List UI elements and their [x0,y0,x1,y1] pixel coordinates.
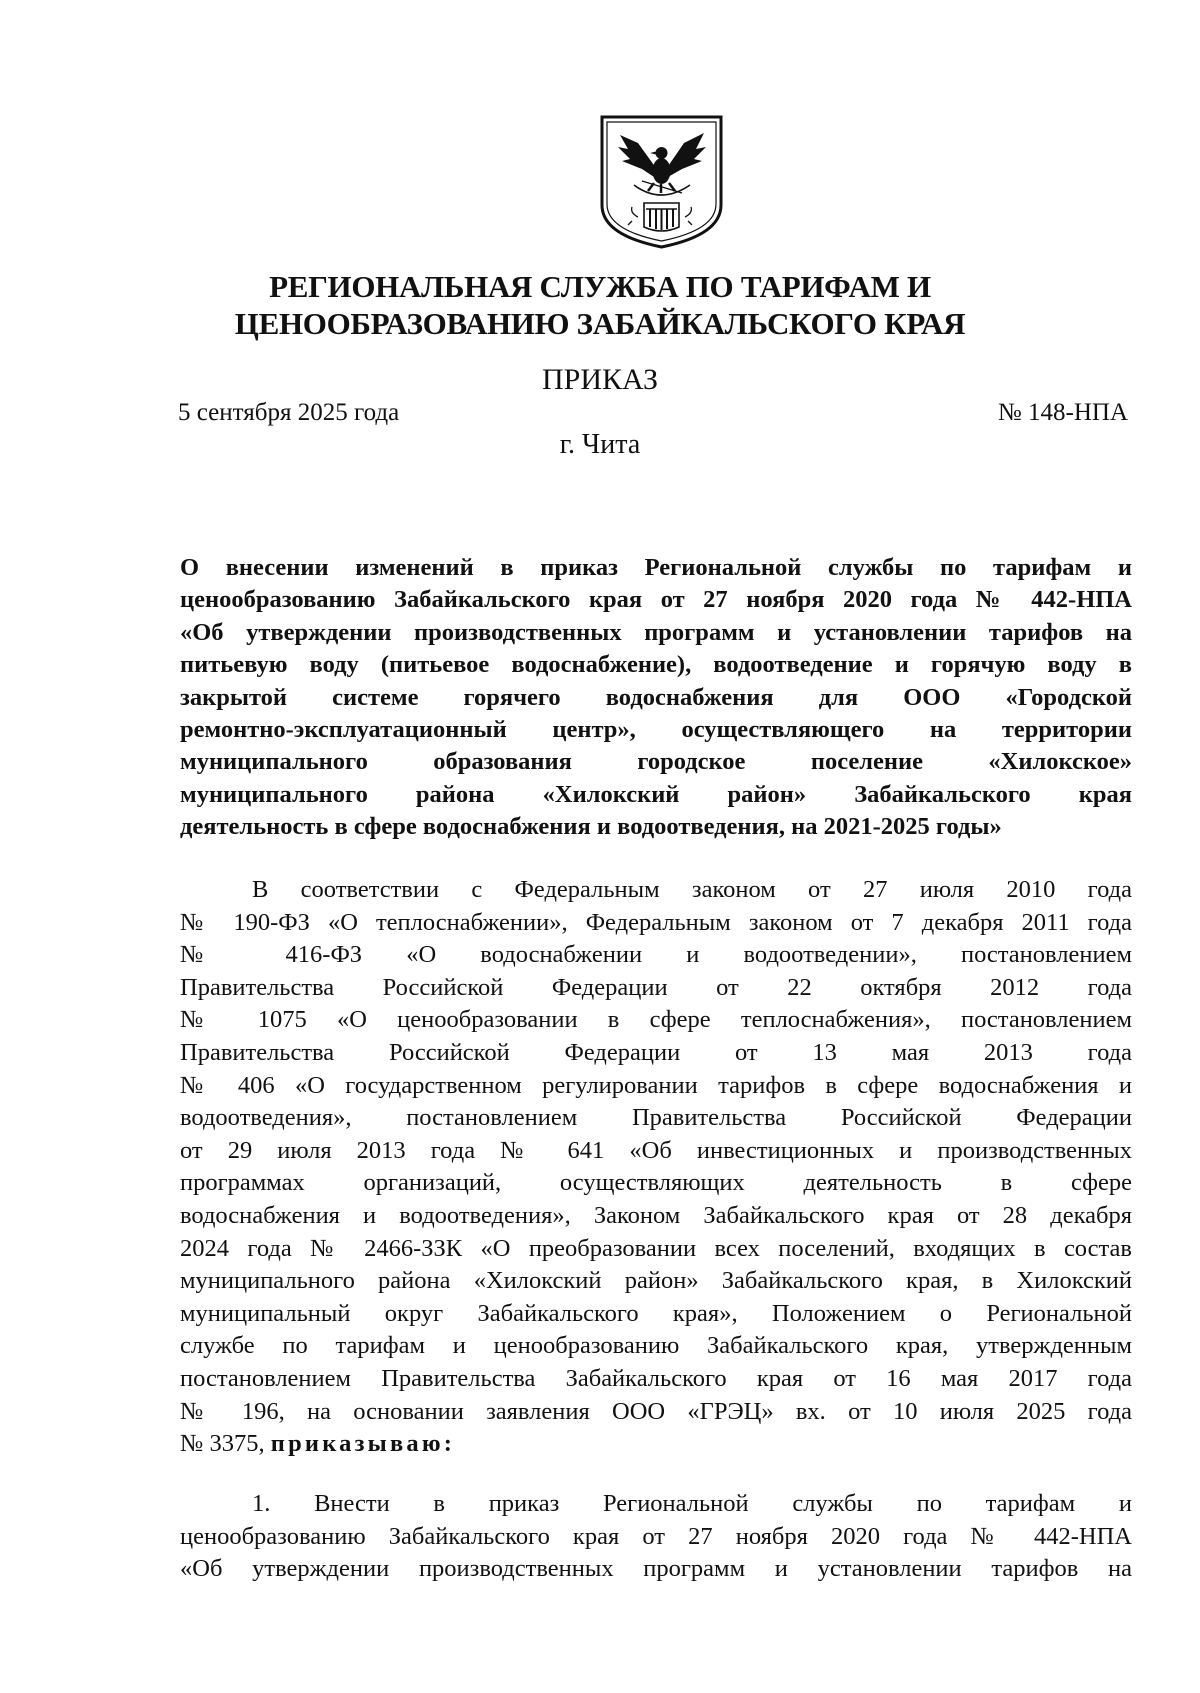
subject-line: ремонтно-эксплуатационный центр», осуществляющего на территории [180,716,1132,744]
preamble-line: № 196, на основании заявления ООО «ГРЭЦ» вх. от 10 июля 2025 года [180,1397,1132,1425]
preamble-line: муниципального района «Хилокский район» Забайкальского края, в Хилокский [180,1267,1132,1295]
order-command: приказываю: [270,1430,456,1458]
subject-line: деятельность в сфере водоснабжения и водоотведения, на 2021-2025 годы» [180,813,1002,841]
preamble-line: № 406 «О государственном регулировании тарифов в сфере водоснабжения и [180,1071,1132,1099]
clause-line: ценообразованию Забайкальского края от 27 ноября 2020 года № 442-НПА [180,1522,1132,1550]
preamble-final-prefix: № 3375, [180,1430,271,1458]
preamble-line: № 190-ФЗ «О теплоснабжении», Федеральным законом от 7 декабря 2011 года [180,908,1132,936]
clause-line: 1. Внести в приказ Региональной службы по тарифам и [252,1490,1132,1517]
preamble-line: Правительства Российской Федерации от 22 октября 2012 года [180,973,1132,1001]
preamble-line: В соответствии с Федеральным законом от 27 июля 2010 года [252,876,1132,903]
subject-line: питьевую воду (питьевое водоснабжение), водоотведение и горячую воду в [180,651,1132,679]
coat-of-arms-emblem [598,113,725,250]
subject-line: закрытой системе горячего водоснабжения для ООО «Городской [180,683,1132,711]
preamble-line: № 416-ФЗ «О водоснабжении и водоотведении», постановлением [180,941,1132,969]
order-subject [180,552,1132,844]
preamble-line: водоотведения», постановлением Правительства Российской Федерации [180,1104,1132,1132]
subject-line: ценообразованию Забайкальского края от 27 ноября 2020 года № 442-НПА [180,586,1132,614]
organization-title [0,268,1200,342]
order-date: 5 сентября 2025 года [178,399,400,426]
subject-line: «Об утверждении производственных программ и установлении тарифов на [180,618,1132,646]
preamble-line: № 1075 «О ценообразовании в сфере теплоснабжения», постановлением [180,1006,1132,1034]
preamble-line: Правительства Российской Федерации от 13 мая 2013 года [180,1038,1132,1066]
organization-title-line-1: РЕГИОНАЛЬНАЯ СЛУЖБА ПО ТАРИФАМ И [269,269,931,304]
subject-line: муниципального района «Хилокский район» Забайкальского края [180,780,1132,808]
order-preamble [180,874,1132,1461]
preamble-line: 2024 года № 2466-ЗЗК «О преобразовании всех поселений, входящих в состав [180,1234,1132,1262]
preamble-line: от 29 июля 2013 года № 641 «Об инвестиционных и производственных [180,1136,1132,1164]
preamble-line: муниципальный округ Забайкальского края», Положением о Региональной [180,1299,1132,1327]
order-city: г. Чита [559,429,641,460]
preamble-line: службе по тарифам и ценообразованию Забайкальского края, утвержденным [180,1332,1132,1360]
preamble-line: постановлением Правительства Забайкальского края от 16 мая 2017 года [180,1364,1132,1392]
document-type: ПРИКАЗ [542,363,658,396]
preamble-line: программах организаций, осуществляющих деятельность в сфере [180,1169,1132,1197]
order-number: № 148-НПА [997,399,1128,426]
organization-title-line-2: ЦЕНООБРАЗОВАНИЮ ЗАБАЙКАЛЬСКОГО КРАЯ [234,306,966,341]
preamble-final-line [180,1428,1132,1461]
subject-line: муниципального образования городское поселение «Хилокское» [180,748,1132,776]
clause-1 [180,1488,1132,1586]
preamble-line: водоснабжения и водоотведения», Законом Забайкальского края от 28 декабря [180,1201,1132,1229]
clause-line: «Об утверждении производственных программ и установлении тарифов на [180,1555,1132,1583]
subject-line: О внесении изменений в приказ Региональной службы по тарифам и [180,554,1132,581]
